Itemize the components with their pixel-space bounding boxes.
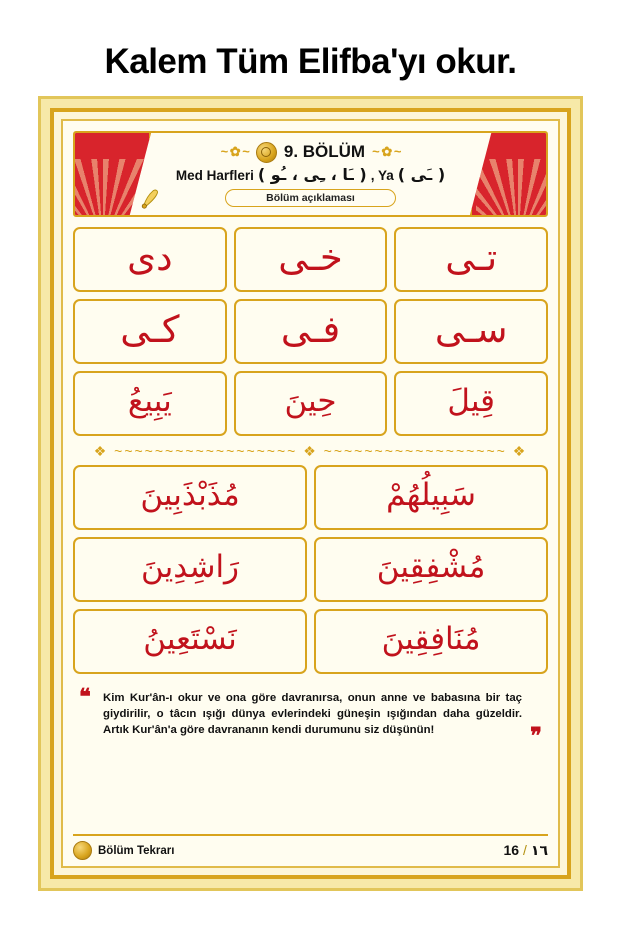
word-cell[interactable] — [234, 299, 388, 364]
arabic-word: فـى — [280, 308, 341, 351]
arabic-word: رَاشِدِينَ — [140, 549, 240, 585]
page-footer — [73, 834, 548, 860]
word-cell[interactable] — [73, 227, 227, 292]
topic-row — [176, 165, 445, 184]
book-page — [38, 96, 583, 891]
topic-ya-label: , Ya — [370, 167, 394, 183]
word-cell[interactable] — [394, 227, 548, 292]
word-cell[interactable] — [314, 537, 548, 602]
word-cell[interactable] — [234, 371, 388, 436]
word-cell[interactable] — [314, 609, 548, 674]
chapter-header-banner — [73, 131, 548, 217]
page-title: Kalem Tüm Elifba'yı okur. — [104, 42, 517, 81]
arabic-word: سـى — [434, 308, 508, 351]
word-cell[interactable] — [314, 465, 548, 530]
chapter-repeat-label: Bölüm Tekrarı — [98, 844, 175, 857]
page-number-arabic: ١٦ — [530, 843, 548, 859]
arabic-word: دى — [127, 236, 173, 279]
page-outer-frame — [50, 108, 571, 879]
arabic-word: قِيلَ — [447, 383, 495, 419]
quote-close-icon: ❞ — [530, 722, 542, 748]
chapter-label: 9. BÖLÜM — [283, 142, 366, 161]
arabic-word: يَبِيعُ — [127, 383, 172, 419]
chapter-description-button[interactable]: Bölüm açıklaması — [225, 189, 396, 207]
arabic-word: مُنَافِقِينَ — [381, 621, 481, 657]
word-cell[interactable] — [73, 609, 307, 674]
page-number-separator: / — [523, 842, 527, 858]
page-inner-frame — [61, 119, 560, 868]
word-cell[interactable] — [234, 227, 388, 292]
quote-open-icon: ❝ — [79, 684, 91, 709]
topic-group2: ( ـَى ) — [397, 164, 446, 184]
quote-text: Kim Kur'ân-ı okur ve ona göre davranırsa, onun anne ve babasına bir taç giydirilir, o tâcın ışığı dünya evlerindeki güneşin ışığından daha güzeldir. Artık Kur'ân'a göre davrananın kendi durumunu siz düşünün! — [103, 692, 522, 737]
section-divider-ornament: ❖ ~~~~~~~~~~~~~~~~~~ ❖ ~~~~~~~~~~~~~~~~~~ ❖ — [93, 443, 528, 459]
arabic-word: نَسْتَعِينُ — [143, 621, 237, 657]
page-number — [503, 842, 548, 859]
header-center — [145, 133, 476, 215]
swirl-ornament-right-icon: ~ ✿ ~ — [372, 144, 401, 159]
hadith-quote-box — [73, 684, 548, 748]
swirl-ornament-left-icon: ~ ✿ ~ — [220, 144, 249, 159]
pen-icon — [137, 185, 163, 211]
quran-seal-icon — [256, 142, 277, 163]
arabic-word: سَبِيلُهُمْ — [386, 477, 476, 513]
header-ornament-right — [470, 133, 546, 215]
letters-grid-top — [73, 227, 548, 436]
topic-group1: ( ـَا ، ـِى ، ـُو ) — [257, 164, 367, 184]
word-cell[interactable] — [394, 299, 548, 364]
arabic-word: مُذَبْذَبِينَ — [140, 477, 240, 513]
word-cell[interactable] — [73, 537, 307, 602]
arabic-word: كـى — [120, 308, 180, 351]
word-cell[interactable] — [73, 465, 307, 530]
arabic-word: حِينَ — [284, 383, 337, 419]
arabic-word: مُشْفِقِينَ — [376, 549, 486, 585]
arabic-word: تـى — [445, 236, 498, 279]
topic-label: Med Harfleri — [175, 167, 254, 183]
fan-ornament-icon — [476, 159, 548, 217]
word-cell[interactable] — [394, 371, 548, 436]
chapter-repeat-button[interactable] — [73, 841, 174, 860]
quran-seal-icon — [73, 841, 92, 860]
page-number-latin: 16 — [503, 842, 520, 858]
word-cell[interactable] — [73, 371, 227, 436]
fan-ornament-icon — [73, 159, 145, 217]
word-cell[interactable] — [73, 299, 227, 364]
words-grid-bottom — [73, 465, 548, 674]
arabic-word: خـى — [278, 236, 343, 279]
chapter-title-row — [221, 142, 401, 163]
